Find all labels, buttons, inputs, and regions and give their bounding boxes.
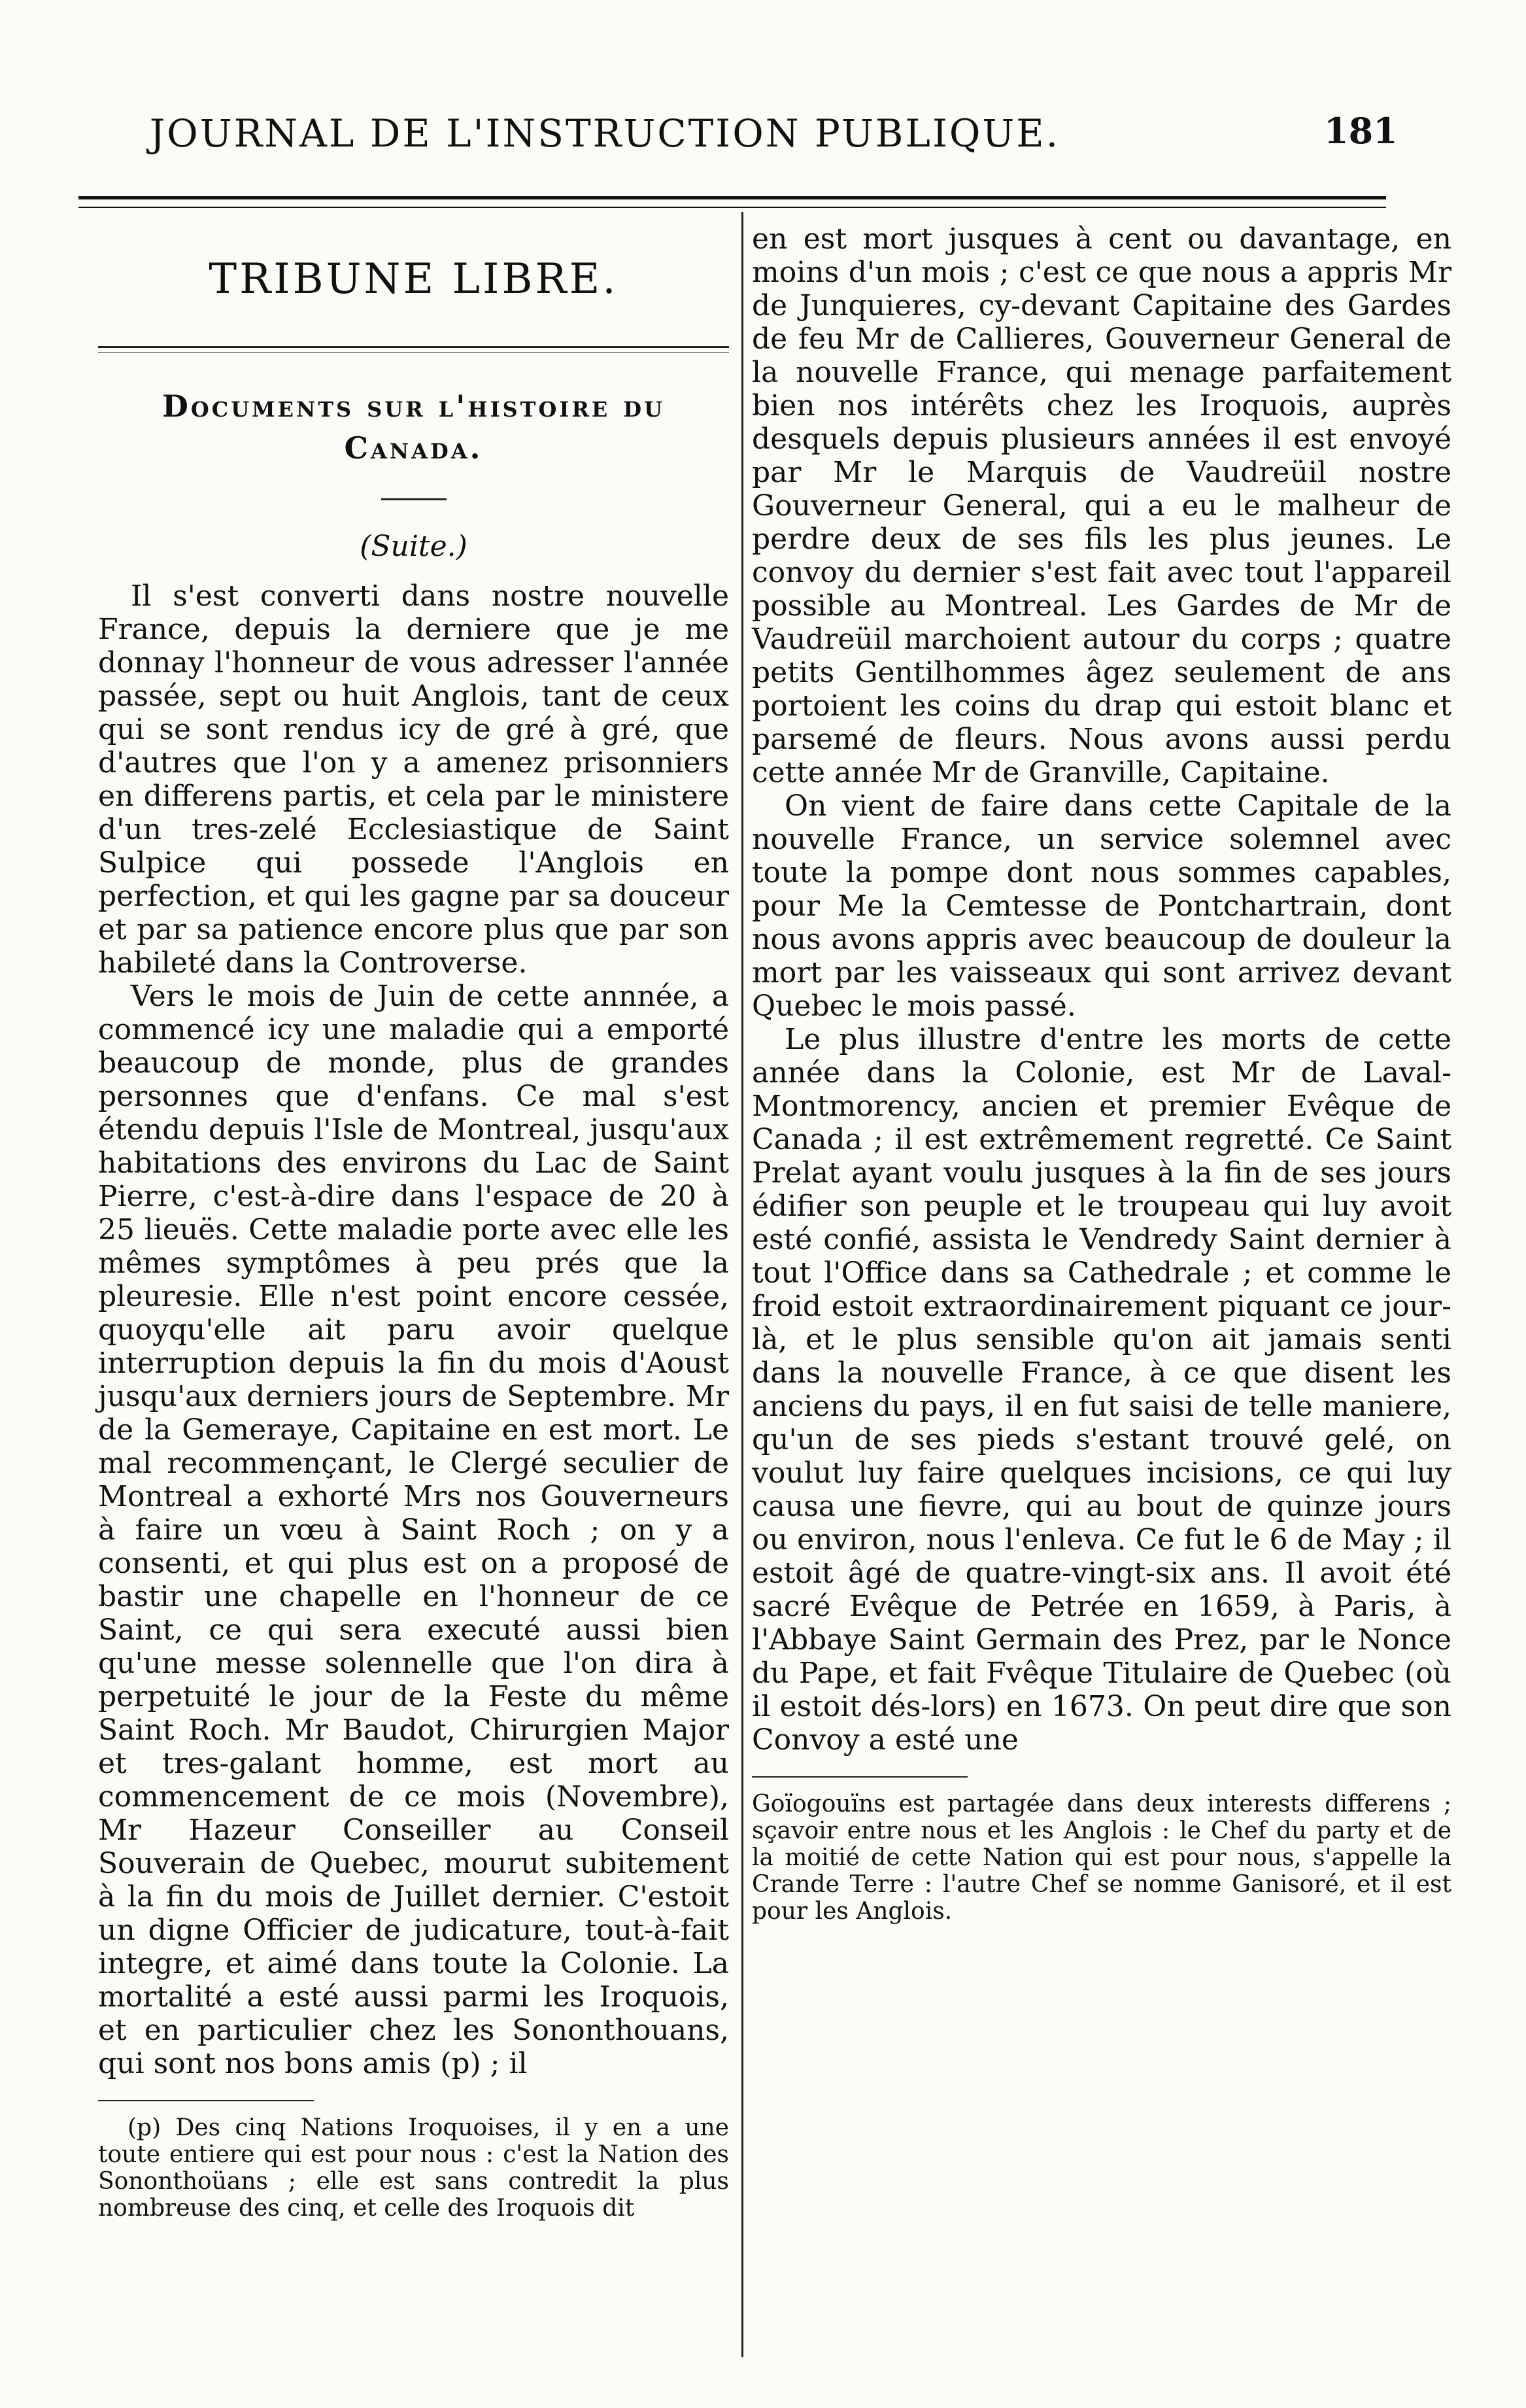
article-title <box>98 385 729 469</box>
left-body <box>98 579 729 2080</box>
left-footnote <box>98 2114 729 2222</box>
paragraph: Il s'est converti dans nostre nouvelle France, depuis la derniere que je me donnay l'honneur de vous adresser l'année passée, sept ou huit Anglois, tant de ceux qui se sont rendus icy de gré à gré, que d'autres que l'on y a amenez prisonniers en differens partis, et cela par le ministere d'un tres-zelé Ecclesiastique de Saint Sulpice qui possede l'Anglois en perfection, et qui les gagne par sa douceur et par sa patience encore plus que par son habileté dans la Controverse. <box>98 579 729 980</box>
left-column <box>98 242 729 2222</box>
section-rule-thin <box>98 352 729 353</box>
article-subtitle: (Suite.) <box>360 530 467 563</box>
footnote-rule <box>98 2100 314 2101</box>
footnote-rule <box>752 1776 968 1778</box>
right-footnote <box>752 1791 1451 1925</box>
title-divider <box>381 498 447 500</box>
running-header: JOURNAL DE L'INSTRUCTION PUBLIQUE. <box>149 111 1060 156</box>
header-rule-thin <box>78 207 1386 208</box>
paragraph: Le plus illustre d'entre les morts de cette année dans la Colonie, est Mr de Laval-Montmorency, ancien et premier Evêque de Canada ; il est extrêmement regretté. Ce Saint Prelat ayant voulu jusques à la fin de ses jours édifier son peuple et le troupeau qui luy avoit esté confié, assista le Vendredy Saint dernier à tout l'Office dans sa Cathedrale ; et comme le froid estoit extraordinairement piquant ce jour-là, et le plus sensible qu'on ait jamais senti dans la nouvelle France, à ce que disent les anciens du pays, il en fut saisi de telle maniere, qu'un de ses pieds s'estant trouvé gelé, on voulut luy faire quelques incisions, ce qui luy causa une fievre, qui au bout de quinze jours ou environ, nous l'enleva. Ce fut le 6 de May ; il estoit âgé de quatre-vingt-six ans. Il avoit été sacré Evêque de Petrée en 1659, à Paris, à l'Abbaye Saint Germain des Prez, par le Nonce du Pape, et fait Fvêque Titulaire de Quebec (où il estoit dés-lors) en 1673. On peut dire que son Convoy a esté une <box>752 1023 1451 1757</box>
paragraph: On vient de faire dans cette Capitale de la nouvelle France, un service solemnel avec toute la pompe dont nous sommes capables, pour Me la Cemtesse de Pontchartrain, dont nous avons appris avec beaucoup de douleur la mort par les vaisseaux qui sont arrivez devant Quebec le mois passé. <box>752 789 1451 1023</box>
paragraph: en est mort jusques à cent ou davantage, en moins d'un mois ; c'est ce que nous a appris Mr de Junquieres, cy-devant Capitaine des Gardes de feu Mr de Callieres, Gouverneur General de la nouvelle France, qui menage parfaitement bien nos intérêts chez les Iroquois, auprès desquels depuis plusieurs années il est envoyé par Mr le Marquis de Vaudreüil nostre Gouverneur General, qui a eu le malheur de perdre deux de ses fils les plus jeunes. Le convoy du dernier s'est fait avec tout l'appareil possible au Montreal. Les Gardes de Mr de Vaudreüil marchoient autour du corps ; quatre petits Gentilhommes âgez seulement de ans portoient les coins du drap qui estoit blanc et parsemé de fleurs. Nous avons aussi perdu cette année Mr de Granville, Capitaine. <box>752 222 1451 789</box>
article-title-line: Documents sur l'histoire du <box>162 388 665 424</box>
paragraph: Vers le mois de Juin de cette annnée, a commencé icy une maladie qui a emporté beaucoup de monde, plus de grandes personnes que d'enfans. Ce mal s'est étendu depuis l'Isle de Montreal, jusqu'aux habitations des environs du Lac de Saint Pierre, c'est-à-dire dans l'espace de 20 à 25 lieuës. Cette maladie porte avec elle les mêmes symptômes à peu prés que la pleuresie. Elle n'est point encore cessée, quoyqu'elle ait paru avoir quelque interruption depuis la fin du mois d'Aoust jusqu'aux derniers jours de Septembre. Mr de la Gemeraye, Capitaine en est mort. Le mal recommençant, le Clergé seculier de Montreal a exhorté Mrs nos Gouverneurs à faire un vœu à Saint Roch ; on y a consenti, et qui plus est on a proposé de bastir une chapelle en l'honneur de ce Saint, ce qui sera executé aussi bien qu'une messe solennelle que l'on dira à perpetuité le jour de la Feste du même Saint Roch. Mr Baudot, Chirurgien Major et tres-galant homme, est mort au commencement de ce mois (Novembre), Mr Hazeur Conseiller au Conseil Souverain de Quebec, mourut subitement à la fin du mois de Juillet dernier. C'estoit un digne Officier de judicature, tout-à-fait integre, et aimé dans toute la Colonie. La mortalité a esté aussi parmi les Iroquois, et en particulier chez les Sononthouans, qui sont nos bons amis (p) ; il <box>98 980 729 2080</box>
header-rule <box>78 196 1386 199</box>
page-number: 181 <box>1324 110 1398 152</box>
right-column <box>752 222 1451 1925</box>
footnote-text: (p) Des cinq Nations Iroquoises, il y en a une toute entiere qui est pour nous : c'est la Nation des Sononthoüans ; elle est sans contredit la plus nombreuse des cinq, et celle des Iroquois dit <box>98 2114 729 2222</box>
column-divider <box>741 212 743 2357</box>
right-body <box>752 222 1451 1757</box>
footnote-text: Goïogouïns est partagée dans deux interests differens ; sçavoir entre nous et les Anglois : le Chef du party et de la moitié de cette Nation qui est pour nous, s'appelle la Crande Terre : l'autre Chef se nomme Ganisoré, et il est pour les Anglois. <box>752 1791 1451 1925</box>
article-title-line: Canada. <box>344 430 483 466</box>
section-title: TRIBUNE LIBRE. <box>209 255 619 303</box>
section-rule <box>98 346 729 348</box>
